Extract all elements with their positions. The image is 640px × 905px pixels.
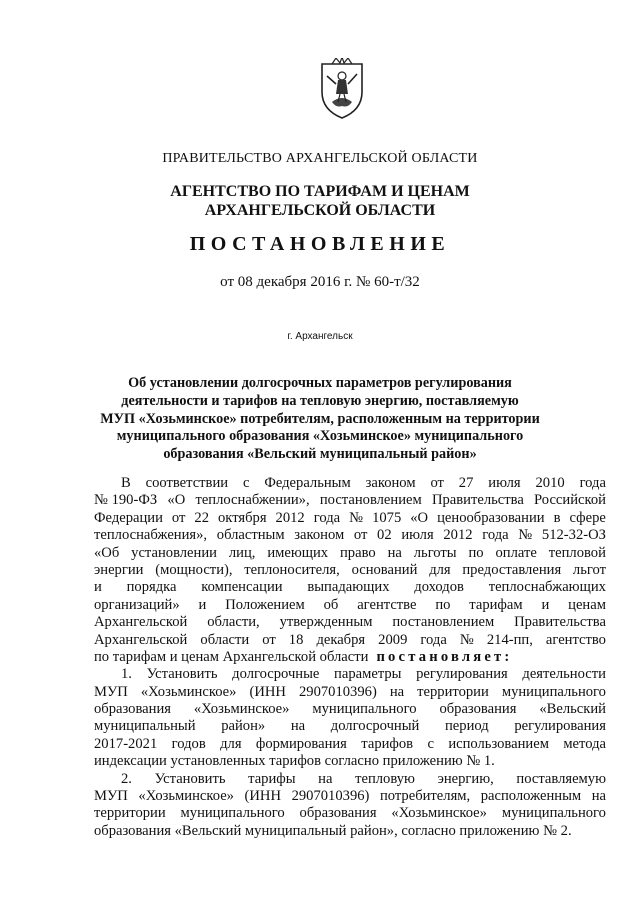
word: от — [262, 631, 276, 648]
word: имеющих — [267, 544, 329, 561]
word: от — [171, 509, 186, 526]
word: лиц, — [228, 544, 256, 561]
paragraph-line — [94, 492, 606, 509]
paragraph-line — [94, 579, 606, 596]
word: законом — [365, 475, 416, 491]
document-date-number: от 08 декабря 2016 г. № 60-т/32 — [220, 274, 420, 290]
word: № 190-ФЗ — [94, 492, 158, 509]
word: теплоснабжающих — [488, 579, 606, 596]
word: годов — [171, 735, 206, 752]
word: от — [430, 475, 444, 491]
word: Положением — [225, 596, 305, 613]
word: областным — [216, 527, 285, 544]
word: право — [339, 544, 376, 561]
word: долгосрочные — [232, 666, 320, 683]
word: (ИНН — [244, 788, 282, 805]
word: тепловой — [548, 544, 606, 561]
word: сфере — [569, 509, 606, 526]
word: 2017-2021 — [94, 735, 158, 752]
document-body — [94, 475, 606, 840]
word: льгот — [572, 561, 606, 578]
word: Архангельской — [94, 614, 188, 631]
coat-of-arms-emblem — [318, 58, 366, 120]
paragraph-last-line — [94, 649, 606, 666]
word: оплате — [495, 544, 537, 561]
word: тарифы — [248, 770, 296, 787]
word: муниципального — [501, 683, 606, 700]
word: на — [389, 683, 405, 700]
word: Установить — [146, 666, 218, 683]
word: территории — [94, 805, 166, 822]
document-type-heading: ПОСТАНОВЛЕНИЕ — [189, 233, 451, 255]
word: расположенным — [480, 788, 582, 805]
word: Правительства — [514, 614, 606, 631]
word: и — [541, 596, 550, 613]
paragraph-line — [94, 475, 606, 492]
word: МУП — [94, 788, 128, 805]
word: с — [242, 475, 250, 491]
word: образования — [439, 701, 517, 718]
word: 2907010396) — [298, 683, 377, 700]
word: агентстве — [357, 596, 417, 613]
word: соответствии — [145, 475, 229, 491]
word: метода — [563, 735, 606, 752]
word: образования — [299, 805, 377, 822]
document-city: г. Архангельск — [287, 331, 353, 342]
word: регулирования — [514, 718, 606, 735]
word: предоставления — [462, 561, 562, 578]
word: В — [121, 475, 131, 491]
decrees-word: постановляет: — [376, 648, 513, 665]
paragraph-line — [94, 701, 606, 718]
word: октября — [218, 509, 267, 526]
word: 214-пп, — [486, 631, 533, 648]
word: выпадающих — [307, 579, 390, 596]
agency-name-line: АРХАНГЕЛЬСКОЙ ОБЛАСТИ — [204, 202, 436, 219]
word: 512-32-ОЗ — [541, 527, 606, 544]
word: (ИНН — [249, 683, 286, 700]
word: организаций» — [94, 596, 180, 613]
word: года — [579, 475, 606, 491]
word: № — [518, 527, 533, 544]
word: «Об — [94, 544, 120, 561]
word: агентство — [545, 631, 606, 648]
word: образования — [94, 701, 171, 718]
government-name: ПРАВИТЕЛЬСТВО АРХАНГЕЛЬСКОЙ ОБЛАСТИ — [162, 151, 478, 166]
paragraph-line — [94, 666, 606, 683]
word: года — [313, 509, 341, 526]
word: законом — [294, 527, 345, 544]
paragraph-line — [94, 736, 606, 753]
word: муниципального — [501, 805, 606, 822]
word: льготы — [413, 544, 457, 561]
word: 2010 — [535, 475, 565, 491]
word: Российской — [534, 492, 606, 509]
paragraph-line — [94, 771, 606, 788]
word: 2. — [121, 770, 132, 787]
word: 1. — [121, 666, 132, 683]
word: утвержденным — [279, 614, 373, 631]
word: «Хозьминское» — [193, 701, 290, 718]
word: для — [429, 561, 451, 578]
word: 22 — [194, 509, 209, 526]
word: области — [200, 631, 250, 648]
word: период — [444, 718, 489, 735]
word: тарифам — [469, 596, 523, 613]
word: теплоснабжения», — [94, 527, 208, 544]
paragraph-line — [94, 718, 606, 735]
paragraph-line — [94, 632, 606, 649]
paragraph-line — [94, 510, 606, 527]
agency-name — [0, 182, 640, 220]
word: 1075 — [372, 509, 402, 526]
line-text: по тарифам и ценам Архангельской области — [94, 648, 369, 665]
word: постановлением — [392, 614, 495, 631]
word: Федеральным — [264, 475, 351, 491]
paragraph-last-line — [94, 753, 606, 770]
paragraph-line — [94, 597, 606, 614]
word: регулирования — [416, 666, 508, 683]
line-text: образования «Вельский муниципальный район», согласно приложению № 2. — [94, 822, 572, 839]
word: формирования — [255, 735, 347, 752]
word: тарифов — [361, 735, 414, 752]
word: № — [349, 509, 364, 526]
word: ценам — [568, 596, 606, 613]
word: муниципальный — [94, 718, 196, 735]
word: (мощности), — [155, 561, 233, 578]
word: доходов — [414, 579, 464, 596]
word: «Хозьминское» — [138, 788, 234, 805]
word: порядка — [126, 579, 177, 596]
word: компенсации — [201, 579, 283, 596]
line-text: индексации установленных тарифов согласно приложению № 1. — [94, 753, 495, 770]
subject-line: образования «Вельский муниципальный район» — [163, 446, 477, 463]
paragraph-line — [94, 805, 606, 822]
word: 2907010396) — [291, 788, 370, 805]
word: с — [427, 735, 434, 752]
paragraph-line — [94, 684, 606, 701]
word: по — [468, 544, 484, 561]
word: «Хозьминское» — [140, 683, 237, 700]
word: муниципального — [312, 701, 417, 718]
word: МУП — [94, 683, 128, 700]
word: теплоснабжении», — [195, 492, 310, 509]
word: деятельности — [522, 666, 606, 683]
word: использованием — [448, 735, 549, 752]
word: от — [353, 527, 368, 544]
word: июля — [401, 527, 434, 544]
word: декабря — [316, 631, 366, 648]
word: Установить — [154, 770, 226, 787]
subject-line: Об установлении долгосрочных параметров регулирования — [128, 375, 512, 391]
word: «О — [410, 509, 429, 526]
word: и — [94, 579, 102, 596]
word: на — [591, 788, 606, 805]
word: район» — [221, 718, 266, 735]
word: тепловую — [355, 770, 415, 787]
word: параметры — [334, 666, 402, 683]
paragraph-line — [94, 545, 606, 562]
word: № — [459, 631, 474, 648]
word: в — [553, 509, 561, 526]
word: 18 — [288, 631, 304, 648]
paragraph-line — [94, 614, 606, 631]
word: муниципального — [180, 805, 285, 822]
word: Правительства — [431, 492, 524, 509]
word: 02 — [377, 527, 392, 544]
word: 2012 — [443, 527, 473, 544]
word: июля — [488, 475, 521, 491]
word: года — [482, 527, 509, 544]
word: «Вельский — [539, 701, 606, 718]
paragraph-line — [94, 562, 606, 579]
word: для — [220, 735, 242, 752]
word: 2012 — [275, 509, 305, 526]
word: долгосрочный — [330, 718, 420, 735]
paragraph-line — [94, 788, 606, 805]
word: потребителям, — [379, 788, 471, 805]
word: «Хозьминское» — [391, 805, 487, 822]
word: ценообразовании — [437, 509, 545, 526]
agency-name-line: АГЕНТСТВО ПО ТАРИФАМ И ЦЕНАМ — [170, 183, 470, 200]
word: и — [198, 596, 207, 613]
subject-line: МУП «Хозьминское» потребителям, расположенным на территории — [100, 410, 540, 427]
word: 2009 — [378, 631, 408, 648]
word: Архангельской — [94, 631, 188, 648]
word: на — [387, 544, 402, 561]
word: теплоносителя, — [244, 561, 340, 578]
word: года — [420, 631, 447, 648]
word: постановлением — [319, 492, 422, 509]
word: на — [318, 770, 333, 787]
word: «О — [167, 492, 186, 509]
word: территории — [417, 683, 489, 700]
word: энергии — [94, 561, 144, 578]
subject-line: деятельности и тарифов на тепловую энергию, поставляемую — [121, 392, 519, 409]
word: по — [435, 596, 451, 613]
paragraph-line — [94, 527, 606, 544]
paragraph-last-line — [94, 823, 606, 840]
subject-line: муниципального образования «Хозьминское» муниципального — [116, 428, 524, 445]
word: на — [290, 718, 306, 735]
word: области, — [207, 614, 260, 631]
word: 27 — [458, 475, 474, 491]
word: оснований — [351, 561, 418, 578]
word: энергию, — [437, 770, 494, 787]
word: установлении — [131, 544, 217, 561]
word: об — [323, 596, 339, 613]
document-subject-title — [92, 375, 548, 464]
word: Федерации — [94, 509, 163, 526]
word: поставляемую — [516, 770, 606, 787]
